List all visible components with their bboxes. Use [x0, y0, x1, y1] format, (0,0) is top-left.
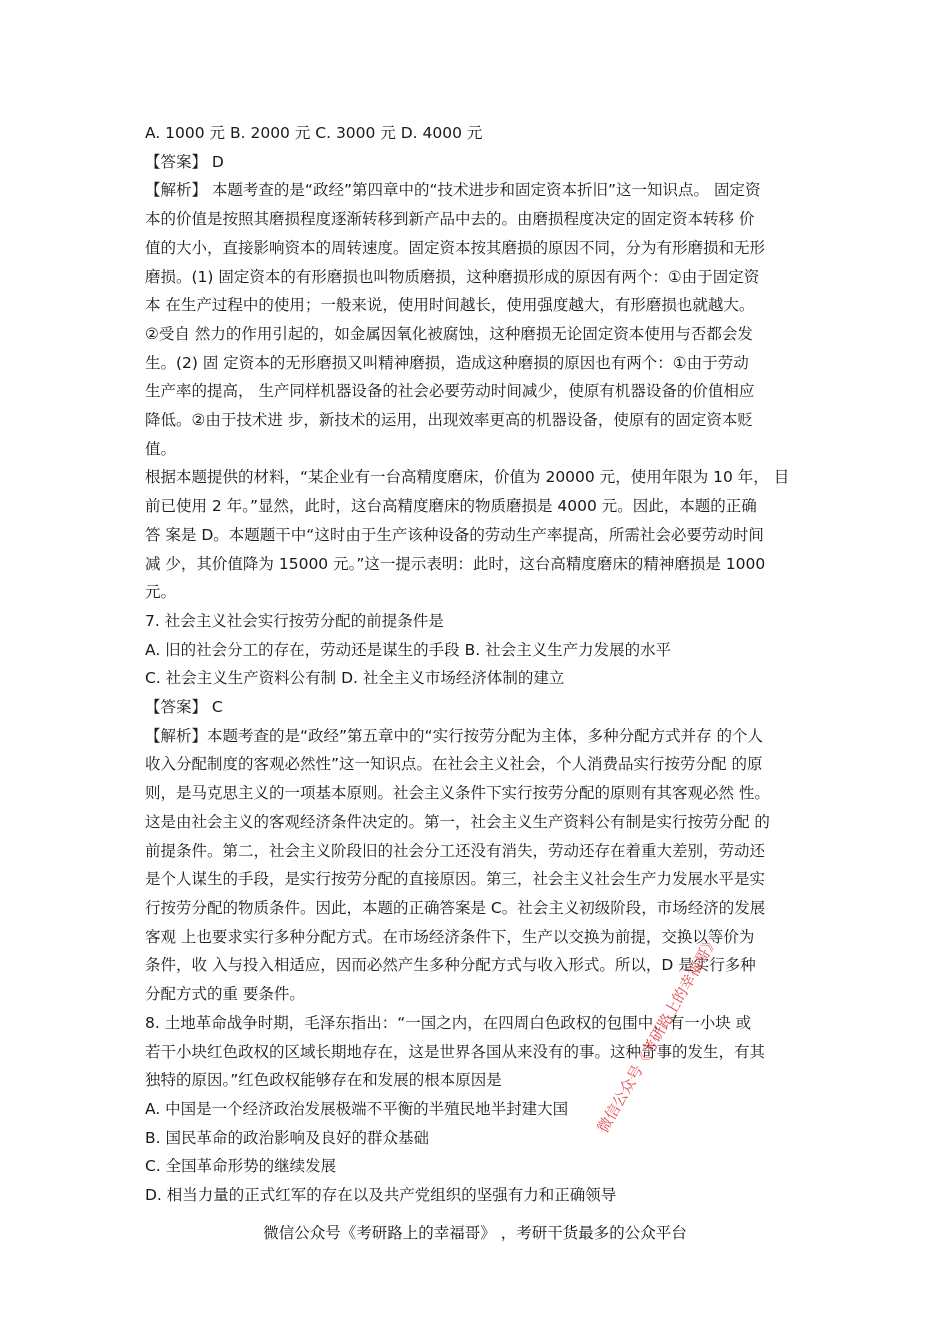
text-line: 【解析】本题考查的是“政经”第五章中的“实行按劳分配为主体，多种分配方式并存 的个人 [145, 726, 764, 745]
text-line: 生产率的提高， 生产同样机器设备的社会必要劳动时间减少，使原有机器设备的价值相应 [145, 382, 755, 401]
document-body [145, 119, 810, 1210]
text-line: 根据本题提供的材料，“某企业有一台高精度磨床，价值为 20000 元，使用年限为 10 年， 目 [145, 468, 790, 487]
text-line: 元。 [145, 583, 177, 602]
text-line: A. 中国是一个经济政治发展极端不平衡的半殖民地半封建大国 [145, 1099, 569, 1118]
text-line: B. 国民革命的政治影响及良好的群众基础 [145, 1128, 429, 1147]
text-line: 则，是马克思主义的一项基本原则。社会主义条件下实行按劳分配的原则有其客观必然 性。 [145, 784, 770, 803]
text-line: 独特的原因。”红色政权能够存在和发展的根本原因是 [145, 1071, 502, 1090]
text-line: 减 少，其价值降为 15000 元。”这一提示表明：此时，这台高精度磨床的精神磨损是 1000 [145, 554, 766, 573]
text-line: 降低。②由于技术进 步，新技术的运用，出现效率更高的机器设备，使原有的固定资本贬 [145, 411, 753, 430]
text-line: 值。 [145, 439, 177, 458]
text-line: 前已使用 2 年。”显然，此时，这台高精度磨床的物质磨损是 4000 元。因此，本题的正确 [145, 497, 757, 516]
text-line: 8. 土地革命战争时期，毛泽东指出：“一国之内，在四周白色政权的包围中，有一小块 或 [145, 1013, 752, 1032]
text-line: 行按劳分配的物质条件。因此，本题的正确答案是 C。社会主义初级阶段，市场经济的发展 [145, 898, 766, 917]
page-footer: 微信公众号《考研路上的幸福哥》 ，考研干货最多的公众平台 [263, 1224, 687, 1242]
text-line: 【解析】 本题考查的是“政经”第四章中的“技术进步和固定资本折旧”这一知识点。 固定资 [145, 181, 761, 200]
text-line: 7. 社会主义社会实行按劳分配的前提条件是 [145, 611, 444, 630]
text-line: ②受自 然力的作用引起的，如金属因氧化被腐蚀，这种磨损无论固定资本使用与否都会发 [145, 324, 753, 343]
text-line: 答 案是 D。本题题干中“这时由于生产该种设备的劳动生产率提高，所需社会必要劳动时间 [145, 525, 764, 544]
text-line: 分配方式的重 要条件。 [145, 985, 305, 1004]
text-line: 这是由社会主义的客观经济条件决定的。第一，社会主义生产资料公有制是实行按劳分配 的 [145, 812, 770, 831]
text-line: 前提条件。第二，社会主义阶段旧的社会分工还没有消失，劳动还存在着重大差别，劳动还 [145, 841, 766, 860]
text-line: 值的大小，直接影响资本的周转速度。固定资本按其磨损的原因不同，分为有形磨损和无形 [145, 238, 766, 257]
text-line: 磨损。(1) 固定资本的有形磨损也叫物质磨损，这种磨损形成的原因有两个：①由于固定资 [145, 267, 760, 286]
text-line: 若干小块红色政权的区域长期地存在，这是世界各国从来没有的事。这种奇事的发生，有其 [145, 1042, 766, 1061]
text-line: 收入分配制度的客观必然性”这一知识点。在社会主义社会，个人消费品实行按劳分配 的原 [145, 755, 763, 774]
text-line: C. 全国革命形势的继续发展 [145, 1157, 337, 1176]
text-line: A. 旧的社会分工的存在，劳动还是谋生的手段 B. 社会主义生产力发展的水平 [145, 640, 672, 659]
text-line: 条件，收 入与投入相适应，因而必然产生多种分配方式与收入形式。所以，D 是实行多种 [145, 956, 756, 975]
watermark-stamp: 微信公众号《考研路上的幸福哥》 [593, 932, 722, 1136]
text-line: 【答案】 C [145, 698, 223, 717]
text-line: C. 社会主义生产资料公有制 D. 社全主义市场经济体制的建立 [145, 669, 565, 688]
text-line: 本的价值是按照其磨损程度逐渐转移到新产品中去的。由磨损程度决定的固定资本转移 价 [145, 210, 755, 229]
text-line: 本 在生产过程中的使用；一般来说，使用时间越长，使用强度越大，有形磨损也就越大。 [145, 296, 755, 315]
text-line: A. 1000 元 B. 2000 元 C. 3000 元 D. 4000 元 [145, 124, 483, 142]
text-line: 客观 上也要求实行多种分配方式。在市场经济条件下，生产以交换为前提，交换以等价为 [145, 927, 755, 946]
text-line: 生。(2) 固 定资本的无形磨损又叫精神磨损，造成这种磨损的原因也有两个：①由于劳动 [145, 353, 749, 372]
text-line: 是个人谋生的手段，是实行按劳分配的直接原因。第三，社会主义社会生产力发展水平是实 [145, 870, 766, 889]
text-line: 【答案】 D [145, 152, 224, 171]
text-line: D. 相当力量的正式红军的存在以及共产党组织的坚强有力和正确领导 [145, 1186, 617, 1205]
